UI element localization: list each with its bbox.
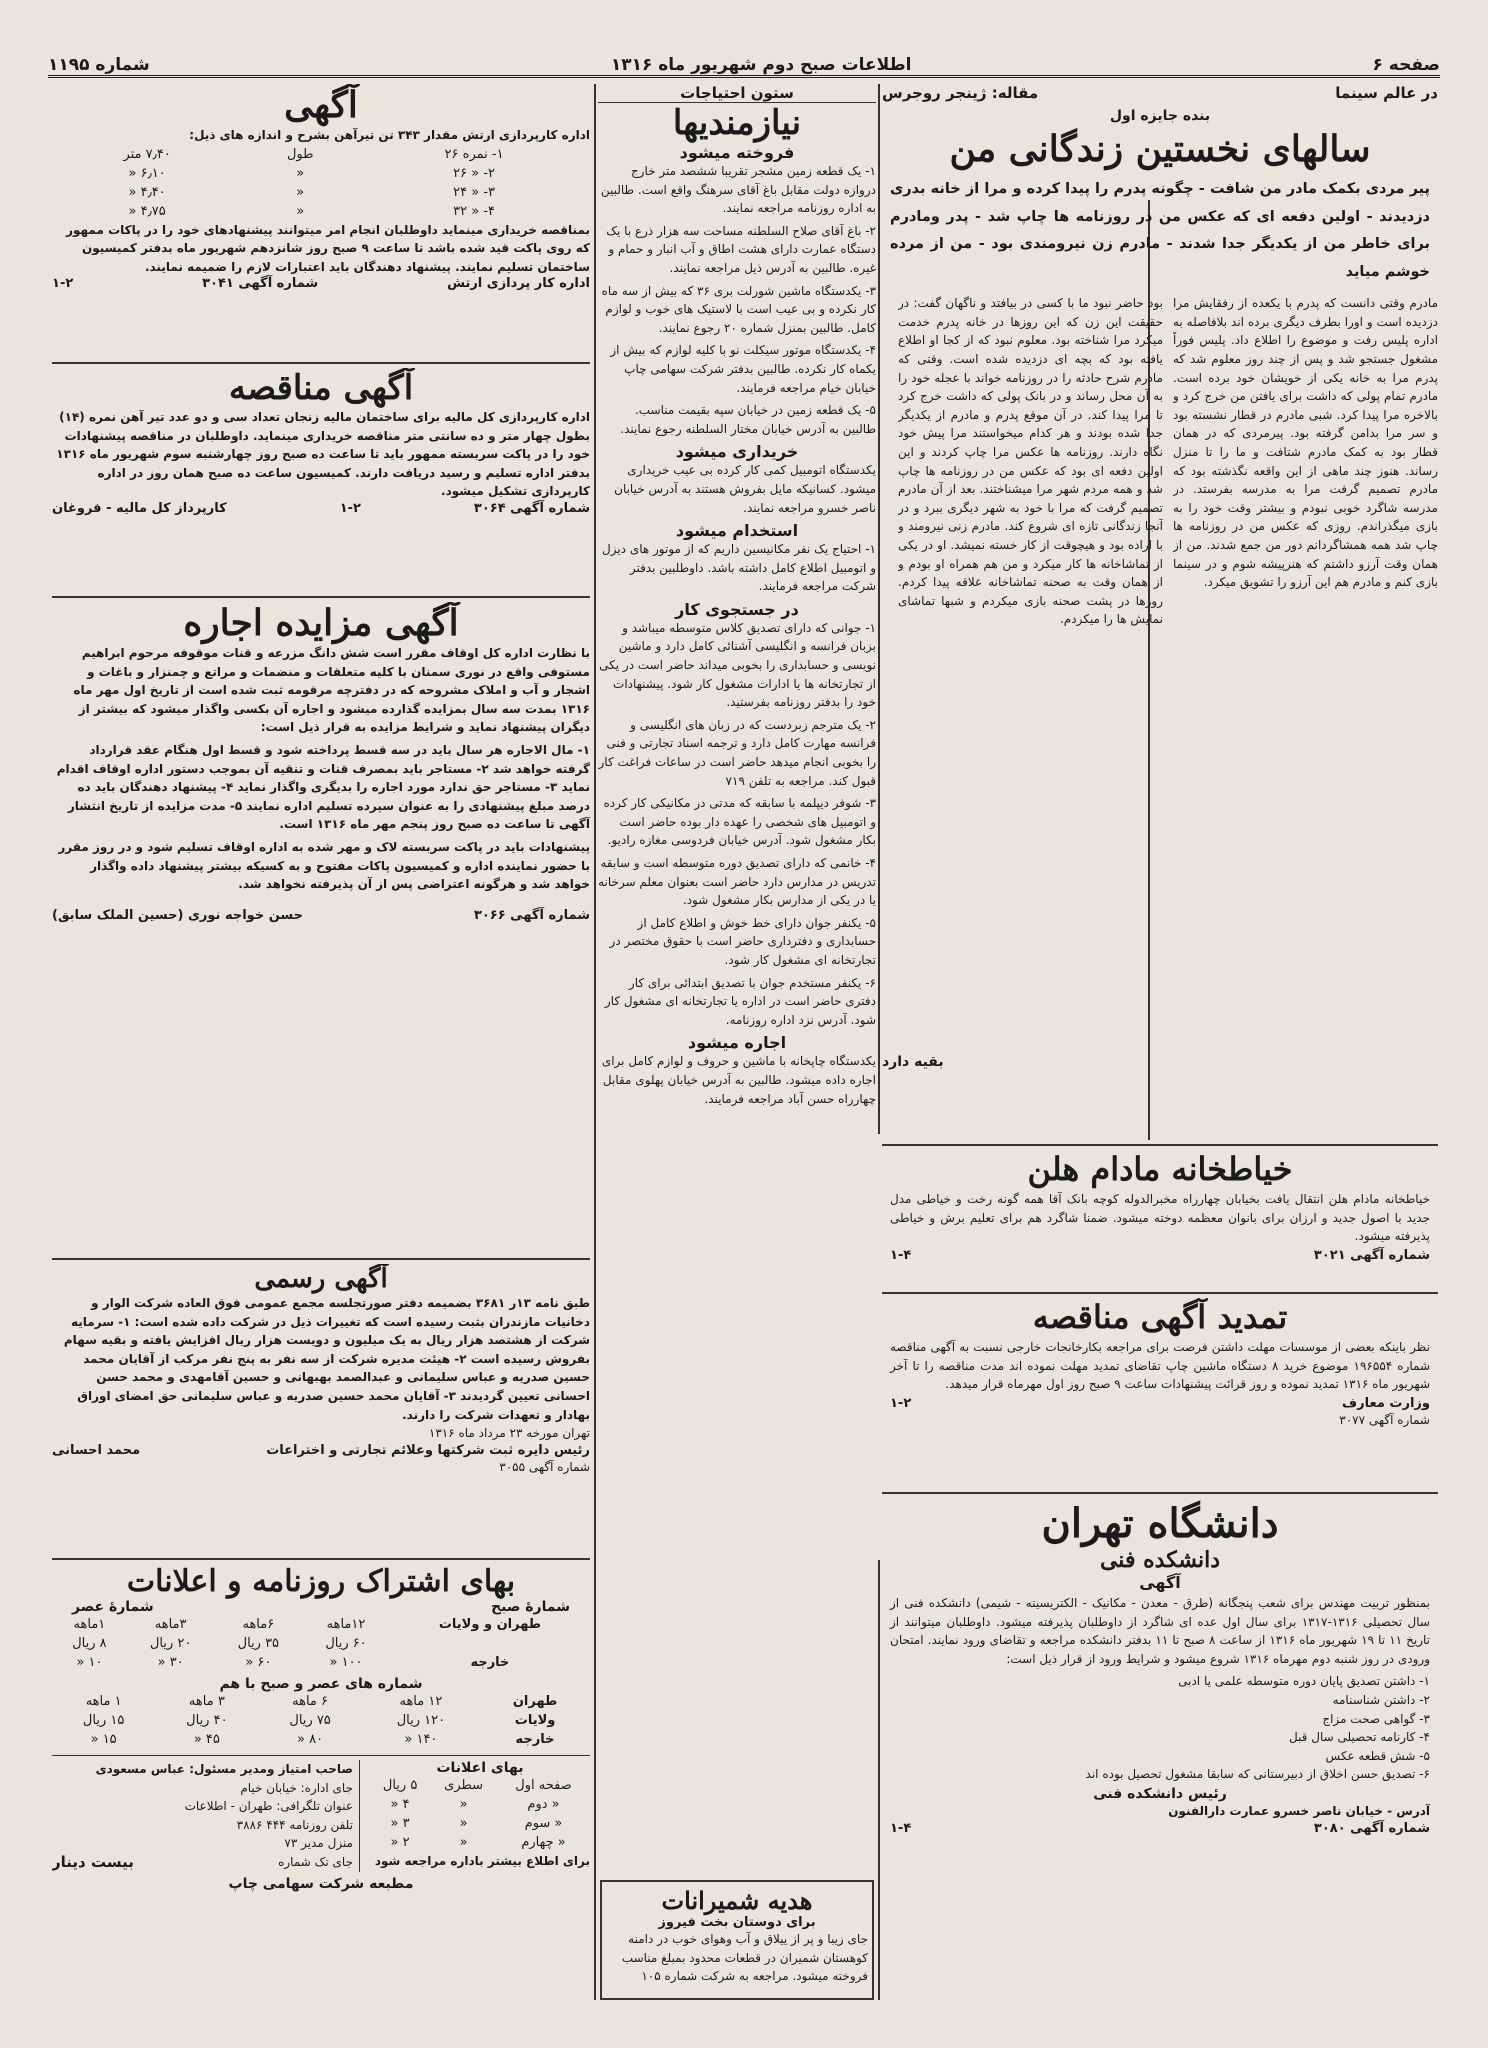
tender-title: تمدید آگهی مناقصه — [1032, 1298, 1288, 1336]
director-phone: منزل مدیر ۷۳ — [284, 1836, 353, 1851]
table-row: « چهارم « ۲ « — [390, 1835, 566, 1850]
condition-item: ۴- کارنامه تحصیلی سال قبل — [1288, 1730, 1430, 1745]
ad-paragraph: ۱- مال الاجاره هر سال باید در سه قسط پرداخته شود و قسط اول هنگام عقد قرارداد گرفته خواهد شد ۲- مستاجر باید بمصرف قنات و تنقیه آن بموجب دستور اداره اوقاف اقدام نماید ۳- مستاجر حق ندارد مورد اجاره را بدیگری واگذار نماید ۴- پیشنهاد دهندگان باید ده درصد مبلغ پیشنهادی را به عنوان سپرده تسلیم اداره نمایند ۵- مدت مزایده از تاریخ انتشار آگهی تا ساعت ده صبح روز پنجم مهر ماه ۱۳۱۶ است. — [56, 742, 590, 832]
classified-item: ۳- شوفر دیپلمه با سابقه که مدتی در مکانیکی کار کرده و اتومبیل های شخصی را عهده دار بوده حاضر است بکار مشغول شود. آدرس خیابان فردوسی مغازه رادیو. — [603, 796, 876, 848]
ad-title: آگهی مناقصه — [228, 368, 414, 408]
column-rule — [878, 84, 880, 1134]
table-row: « دوم « ۴ « — [390, 1797, 560, 1812]
advert-note: برای اطلاع بیشتر باداره مراجعه شود — [374, 1854, 590, 1868]
classifieds-title: نیازمندیها — [672, 103, 802, 143]
ad-date: تهران مورخه ۲۳ مرداد ماه ۱۳۱۶ — [428, 1426, 590, 1441]
ad-signer: اداره کار پردازی ارتش — [447, 276, 590, 292]
university-body: بمنظور تربیت مهندس برای شعب پنجگانه (طرق - معدن - مکانیک - الکتریسیته - شیمی) دانشکده فنی از سال تحصیلی ۱۳۱۶-۱۳۱۷ برای سال اول عده ای شاگرد از داوطلبان پذیرفته میشود. داوطلبان میتوانند از تاریخ ۱۱ تا ۱۹ شهریور ماه ۱۳۱۶ از ساعت ۸ صبح تا ۱۱ بدفتر دانشکده مراجعه و تقاضای ورود نمایند. امتحان ورودی در روز شنبه دوم مهرماه ۱۳۱۶ شروع میشود و شرایط ورود از قرار ذیل است: — [890, 1596, 1431, 1666]
notice-label: آگهی — [1139, 1573, 1181, 1592]
classified-item: ۶- یکنفر مستخدم جوان با تصدیق ابتدائی برای کار دفتری حاضر است در اداره یا تجارتخانه ای مشغول کار شود. آدرس نزد اداره روزنامه. — [604, 975, 876, 1027]
advert-rates-title: بهای اعلانات — [436, 1760, 524, 1776]
table-row: صفحه اول سطری ۵ ریال — [382, 1778, 572, 1793]
gift-subtitle: برای دوستان بخت فیروز — [658, 1915, 816, 1930]
university-ad — [882, 1500, 1438, 2000]
tailor-title: خیاطخانه مادام هلن — [1027, 1150, 1293, 1188]
ad-number: شماره آگهی ۳۰۴۱ — [202, 276, 319, 292]
ad-registrar: رئیس دایره ثبت شرکتها وعلائم تجارتی و اختراعات — [266, 1442, 590, 1458]
ad-paragraph: پیشنهادات باید در پاکت سربسته لاک و مهر شده به اداره اوقاف تسلیم شود و در روز مقرر با حضور نماینده اداره و کمیسیون پاکات مفتوح و به کسیکه بیشتر پیشنهاد داده واگذار خواهد شد و هرگونه اعتراضی پس از آن پذیرفته نخواهد شد. — [58, 839, 590, 892]
table-row: « سوم « ۳ « — [390, 1816, 563, 1831]
divider — [882, 1492, 1438, 1494]
page-header — [48, 54, 1440, 78]
ad-number: شماره آگهی ۳۰۵۵ — [499, 1459, 590, 1474]
finance-tender-ad — [52, 368, 590, 590]
ad-title: آگهی رسمی — [254, 1264, 388, 1294]
divider — [882, 1144, 1438, 1146]
table-row: ۴- « ۳۲ « ۴٫۷۵ « — [128, 203, 496, 219]
tender-number: شماره آگهی ۳۰۷۷ — [1339, 1412, 1430, 1427]
faculty-head: رئیس دانشکده فنی — [1093, 1785, 1227, 1802]
ad-seq: ۱-۲ — [52, 276, 74, 292]
lease-auction-ad — [52, 602, 590, 1252]
divider — [52, 596, 590, 598]
classified-item: ۲- باغ آقای صلاح السلطنه مساحت سه هزار ذرع با یک دستگاه عمارت دارای هشت اطاق و آب انبار و حمام و غیره. طالبین به آدرس ذیل مراجعه نمایند. — [606, 223, 876, 275]
column-rule — [878, 1560, 880, 2000]
morning-label: شمارهٔ صبح — [491, 1599, 570, 1615]
section-heading: خریداری میشود — [675, 442, 799, 462]
ad-body: اداره کارپردازی کل مالیه برای ساختمان مالیه زنجان تعداد سی و دو عدد تیر آهن نمره (۱۴) بطول چهار متر و ده سانتی متر مناقصه خریداری مینماید. داوطلبان در مناقصه پیشنهادات خود را در پاکت سربسته ممهور باید تا ساعت ده صبح روز چهارشنبه سوم شهریور ماه ۱۳۱۶ بدفتر اداره تسلیم و رسید دریافت دارند. کمیسیون ساعت ده صبح همان روز در اداره کارپردازی تشکیل میشود. — [56, 410, 590, 499]
rates-table — [52, 1615, 590, 1672]
article-column-b: بود حاضر نبود ما با کسی در بیافتد و ناگهان گفت: در حقیقت این زن که این روزها در خانه پدرم خدمت میکرد مرا شناخته بود. معلوم نبود که از کجا او اطلاع یافته بود که بچه ای دزدیده شده است. وقتی که مادرم شرح حادثه را در روزنامه خواند با عجله خود را به آن محل رساند و در بانک پولی که داشت خرج کرد تا مرا پیدا کند. در آن موقع پدرم و مادرم از یکدیگر جدا شده بودند و هر کدام میخواستند مرا پیش خود نگاه دارند. روزنامه ها عکس مرا چاپ کردند و این اولین دفعه ای بود که عکس من در روزنامه ها چاپ شد و همه مردم شهر مرا میشناختند. بعد از آن مادرم تصمیم گرفت که مرا با خود به شهر دیگری ببرد و در آنجا زندگانی تازه ای شروع کند. مادرم زنی نیرومند و با اراده بود و هیچوقت از کار خسته نمیشد. او در یکی از تماشاخانه ها کار میکرد و من هم همراه او بودم و از همان وقت به صحنه تماشاخانه علاقه پیدا کردم. روزها در پشت صحنه بازی میکردم و شبها تماشای نمایش ها را میکردم. — [898, 296, 1163, 627]
divider — [52, 362, 590, 364]
ad-number: شماره آگهی ۳۰۶۶ — [473, 907, 590, 923]
phone: تلفن روزنامه ۴۴۴ ۳۸۸۶ — [236, 1817, 353, 1832]
section-heading: فروخته میشود — [679, 143, 795, 162]
gift-ad — [600, 1880, 874, 2000]
evening-label: شمارهٔ عصر — [72, 1599, 154, 1615]
classifieds-column — [598, 84, 876, 1894]
army-procurement-ad — [52, 84, 590, 354]
ad-body: طبق نامه ۱۳ر ۳۶۸۱ بضمیمه دفتر صورتجلسه مجمع عمومی فوق العاده شرکت الوار و دخانیات مازندران بثبت رسیده است که تغییرات ذیل در شرکت داده شده است: ۱- سرمایه شرکت از هشتصد هزار ریال به یک میلیون و دویست هزار ریال افزایش یافته و بقیه سهام بفروش رسیده است ۲- هیئت مدیره شرکت از سه نفر به پنج نفر مرکب از آقایان محمد حسین صدریه و عباس سلیمانی و عبدالصمد بهبهانی و حسین آقامهدی و محمد حسن احسانی تعیین گردیدند ۳- آقایان محمد حسین صدریه و عباس سلیمانی حق امضای اوراق بهادار و تعهدات شرکت را دارند. — [63, 1296, 590, 1422]
issue-number: شماره ۱۱۹۵ — [48, 54, 150, 75]
section-heading: در جستجوی کار — [675, 599, 799, 619]
section-heading: اجاره میشود — [687, 1033, 787, 1053]
condition-item: ۳- گواهی صحت مزاج — [1322, 1711, 1430, 1726]
table-row: ۳- « ۲۴ « ۴٫۴۰ « — [128, 184, 496, 200]
ad-intro: اداره کارپردازی ارتش مقدار ۳۴۳ تن تیرآهن بشرح و اندازه های ذیل: — [189, 128, 590, 142]
ad-signer: محمد احسانی — [52, 1442, 141, 1458]
ad-seq: ۱-۲ — [339, 500, 361, 516]
table-row: طهران و ولایات ۱۲ماهه ۶ماهه ۳ماهه ۱ماهه — [73, 1617, 542, 1632]
tailor-number: شماره آگهی ۳۰۲۱ — [1313, 1247, 1430, 1263]
article-title: سالهای نخستین زندگانی من — [949, 128, 1371, 170]
tailor-body: خیاطخانه مادام هلن انتقال یافت بخیابان چهارراه مخبرالدوله کوچه بانک آقا همه گونه رخت و خیاطی مدل جدید با اصول جدید و ارزان برای بانوان معظمه دوخته میشود. ضمنا شاگرد هم برای تعلیم برش و خیاطی پذیرفته میشود. — [890, 1192, 1430, 1244]
gift-body: جای زیبا و پر از ییلاق و آب وهوای خوب در دامنه کوهستان شمیران در قطعات محدود بمبلغ مناسب فروخته میشود. مراجعه به شرکت شماره ۱۰۵ — [621, 1932, 868, 1984]
byline: مقاله: ژینجر روجرس — [882, 84, 1039, 102]
owner: صاحب امتیاز ومدیر مسئول: عباس مسعودی — [95, 1762, 353, 1776]
gift-title: هدیه شمیرانات — [661, 1886, 813, 1915]
prize-label: بنده جایزه اول — [1109, 108, 1211, 124]
subscription-box — [52, 1564, 590, 2000]
classified-item: ۴- خانمی که دارای تصدیق دوره متوسطه است و سابقه تدریس در مدارس دارد حاضر است بعنوان معلم سرخانه یا در یکی از مدارس بکار مشغول شود. — [598, 856, 876, 908]
ad-signer: کارپرداز کل مالیه - فروغان — [52, 500, 227, 516]
tender-body: نظر باینکه بعضی از موسسات مهلت داشتن فرصت برای مراجعه بکارخانجات خارجی نسبت به آگهی مناقصه شماره ۱۹۶۵۵۴ موضوع خرید ۸ دستگاه ماشین چاپ تقاضای تمدید مهلت نموده اند مدت مناقصه را تا آخر شهریور ماه ۱۳۱۶ تمدید نموده و روز قرائت پیشنهادات ساعت ۹ صبح روز اول مهرماه قرار میدهد. — [890, 1340, 1431, 1392]
divider — [52, 1258, 590, 1260]
article-lead: پیر مردی بکمک مادر من شافت - چگونه پدرم را پیدا کرده و مرا از خانه بدری دزدیدند - اولین دفعه ای که عکس من در روزنامه ها چاپ شد - پدر ومادرم برای خاطر من از یکدیگر جدا شدند - مادرم زن نیرومندی بود - من از مرده خوشم میاید — [890, 181, 1430, 280]
column-rule — [594, 84, 596, 2000]
classified-item: یکدستگاه چاپخانه با ماشین و حروف و لوازم کامل برای اجاره داده میشود. طالبین به آدرس خیابان پهلوی مقابل چهارراه حسن آباد مراجعه فرمایند. — [601, 1054, 876, 1106]
table-row: ۱- نمره ۲۶ طول ۷٫۴۰ متر — [123, 146, 504, 162]
ad-signer: حسن خواجه نوری (حسین الملک سابق) — [52, 907, 304, 923]
condition-item: ۲- داشتن شناسنامه — [1332, 1692, 1430, 1707]
university-number: شماره آگهی ۳۰۸۰ — [1313, 1820, 1430, 1836]
table-row: طهران ۱۲ ماهه ۶ ماهه ۳ ماهه ۱ ماهه — [85, 1694, 558, 1709]
university-address: آدرس - خیابان ناصر خسرو عمارت دارالفنون — [1168, 1803, 1430, 1818]
university-title: دانشگاه تهران — [1041, 1500, 1279, 1547]
tender-extension-ad — [882, 1298, 1438, 1488]
divider — [882, 1292, 1438, 1294]
classifieds-header: ستون احتیاجات — [598, 84, 876, 103]
beam-table — [52, 145, 590, 221]
classified-item: ۵- یکنفر جوان دارای خط خوش و اطلاع کامل از حسابداری و دفترداری حاضر است با حقوق مختصر در تجارتخانه ای مشغول کار شود. — [609, 915, 876, 967]
printer: مطبعه شرکت سهامی چاپ — [228, 1875, 414, 1892]
condition-item: ۱- داشتن تصدیق پایان دوره متوسطه علمی یا ادبی — [1178, 1674, 1430, 1689]
ad-title: آگهی مزایده اجاره — [183, 602, 459, 644]
section-heading: استخدام میشود — [675, 521, 799, 541]
classified-item: یکدستگاه اتومبیل کمی کار کرده بی عیب خریداری میشود. کسانیکه مایل بفروش هستند به آدرس خیابان ناصر خسرو مراجعه نمایند. — [614, 463, 876, 515]
advert-rates-table — [370, 1776, 590, 1852]
classified-item: ۴- یکدستگاه موتور سیکلت نو با کلیه لوازم که بیش از یکماه کار نکرده. طالبین بدفتر شرکت سهامی چاپ خیابان خیام مراجعه فرمایند. — [610, 343, 876, 395]
classified-item: ۱- یک قطعه زمین مشجر تقریبا ششصد متر خارج دروازه دولت مقابل باغ آقای سرهنگ واقع است. طالبین به اداره روزنامه مراجعه نمایند. — [600, 164, 876, 216]
single-copy-price: بیست دینار — [52, 1853, 134, 1872]
classified-item: ۲- یک مترجم زبردست که در زبان های انگلیسی و فرانسه مهارت کامل دارد و ترجمه اسناد تجارتی و فنی را بخوبی انجام میدهد حاضر است در ساعات فراغت کار قبول کند. مراجعه به تلفن ۷۱۹ — [598, 717, 876, 788]
classified-item: ۳- یکدستگاه ماشین شورلت بری ۳۶ که بیش از سه ماه کار نکرده و بی عیب است با لاستیک های خوب و لوازم کامل. طالبین بمنزل شماره ۲۰ رجوع نمایند. — [601, 283, 876, 335]
ad-number: شماره آگهی ۳۰۶۴ — [473, 500, 590, 516]
tailor-seq: ۱-۴ — [890, 1247, 912, 1263]
subscription-title: بهای اشتراک روزنامه و اعلانات — [126, 1564, 516, 1599]
table-row: خارجه ۱۴۰ « ۸۰ « ۴۵ « ۱۵ « — [90, 1732, 555, 1747]
university-seq: ۱-۴ — [890, 1820, 912, 1836]
combined-rates-table — [52, 1692, 590, 1749]
cinema-article — [882, 84, 1438, 1144]
single-copy-label: جای تک شماره — [278, 1854, 353, 1869]
table-row: ۶۰ ریال ۳۵ ریال ۲۰ ریال ۸ ریال — [72, 1636, 367, 1651]
condition-item: ۵- شش قطعه عکس — [1325, 1748, 1430, 1763]
divider — [52, 1558, 590, 1560]
telegraph: عنوان تلگرافی: طهران - اطلاعات — [184, 1799, 353, 1814]
table-row: ۲- « ۲۶ « ۶٫۱۰ « — [128, 165, 496, 181]
official-notice-ad — [52, 1264, 590, 1554]
section-title: در عالم سینما — [1335, 84, 1438, 102]
office-address: جای اداره: خیابان خیام — [240, 1780, 353, 1795]
classified-item: ۵- یک قطعه زمین در خیابان سپه بقیمت مناسب. طالبین به آدرس خیابان مختار السلطنه رجوع نمایند. — [620, 403, 876, 436]
ad-paragraph: با نظارت اداره کل اوقاف مقرر است شش دانگ مزرعه و قنات موقوفه مرحوم ابراهیم مستوفی واقع در نوری سمنان با کلیه متعلقات و منضمات و مراتع و چمنزار و باغات و اشجار و آب و املاک مشروحه که در دفترچه مرقومه ثبت شده است از تاریخ اول مهر ماه ۱۳۱۶ بمدت سه سال بمزایده گذارده میشود و اجاره آن بکسی واگذار میشود که بیشتر از دیگران پیشنهاد نماید و شرایط مزایده به قرار ذیل است: — [73, 646, 590, 735]
ad-title: آگهی — [284, 84, 358, 126]
tender-seq: ۱-۲ — [890, 1395, 912, 1411]
faculty-name: دانشکده فنی — [1099, 1547, 1221, 1573]
table-row: خارجه ۱۰۰ « ۶۰ « ۳۰ « ۱۰ « — [76, 1655, 510, 1670]
condition-item: ۶- تصدیق حسن اخلاق از دبیرستانی که سابقا مشغول تحصیل بوده اند — [1085, 1767, 1430, 1782]
classified-item: ۱- احتیاج یک نفر مکانیسین داریم که از موتور های دیزل و اتومبیل اطلاع کامل داشته باشد. داوطلبین بدفتر شرکت مراجعه فرمایند. — [601, 542, 876, 594]
table-row: ولایات ۱۲۰ ریال ۷۵ ریال ۴۰ ریال ۱۵ ریال — [82, 1713, 556, 1728]
tailor-ad — [882, 1150, 1438, 1290]
tender-signer: وزارت معارف — [1342, 1395, 1430, 1411]
classified-item: ۱- جوانی که دارای تصدیق کلاس متوسطه میباشد و بزبان فرانسه و انگلیسی آشنائی کامل دارد و ماشین نویسی و حسابداری را بخوبی میداند حاضر است در یکی از تجارتخانه ها یا ادارات مشغول کار شود. پیشنهادات خود را بدفتر روزنامه بفرستید. — [599, 620, 876, 710]
article-column-a: مادرم وقتی دانست که پدرم با یکعده از رفقایش مرا دزدیده است و اورا بطرف دیگری برده اند بلافاصله به اداره پلیس رفت و موضوع را اطلاع داد. پلیس فوراً مشغول جستجو شد و پس از چند روز معلوم شد که پدرم مرا به خانه یکی از خویشان خود برده است. مادرم تمام پولی که داشت برای یافتن من خرج کرد و بالاخره مرا پیدا کرد. شبی مادرم در قطار نشسته بود و سر مرا بدامن گرفته بود. پیرمردی که در همان قطار بود به کمک مادرم شتافت و ما را تا منزل رساند. هنوز چند ماهی از این واقعه نگذشته بود که مادرم تصمیم گرفت مرا به مدرسه بفرستد. در مدرسه شاگرد خوبی نبودم و بیشتر وقت خود را به بازی میگذراندم. روزی که عکس من در روزنامه ها چاپ شد همه همشاگردانم دور من جمع شدند. من از همان وقت آرزو داشتم که هنرپیشه شوم و در سینما بازی کنم و مادرم هم این آرزو را تشویق میکرد. — [1173, 296, 1438, 590]
page-label: صفحه ۶ — [1372, 54, 1440, 75]
paper-name: اطلاعات صبح دوم شهریور ماه ۱۳۱۶ — [610, 54, 912, 75]
combined-label: شماره های عصر و صبح با هم — [219, 1676, 423, 1692]
ad-body: بمناقصه خریداری مینماید داوطلبان انجام امر میتوانند پیشنهادهای خود را در پاکات ممهور که روی پاکت قید شده باشد تا ساعت ۹ صبح روز شانزدهم شهریور ماه بدفتر کمیسیون ساختمان تسلیم نمایند. پیشنهاد دهندگان باید اعتبارات لازم را ضمیمه نمایند. — [66, 222, 590, 274]
continued-label: بقیه دارد — [882, 1054, 944, 1071]
